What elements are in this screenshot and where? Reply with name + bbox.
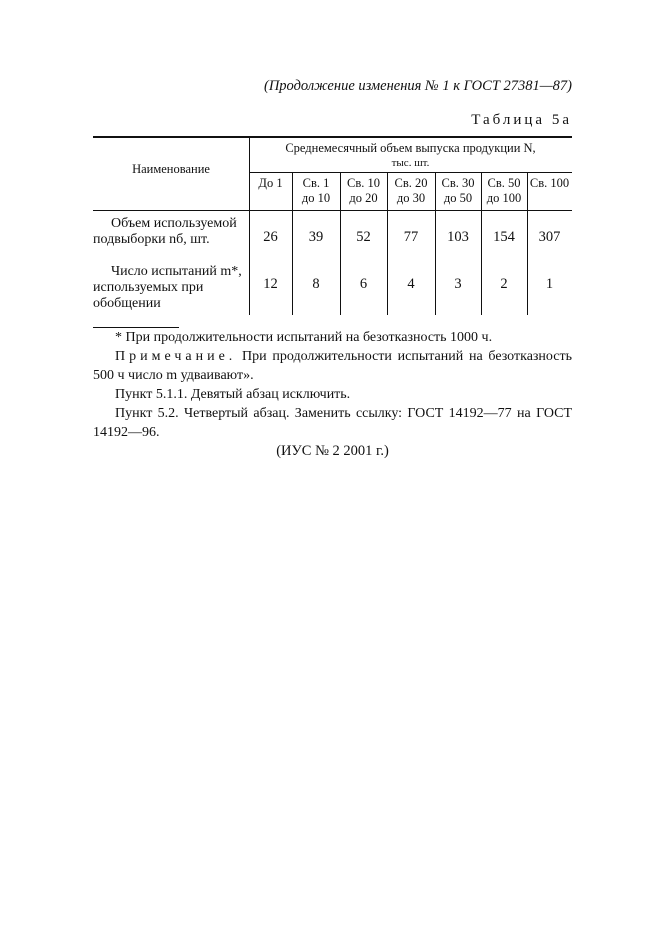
column-header: Св. 30 xyxy=(441,176,475,190)
note-label: Примечание. xyxy=(115,349,237,364)
header-group-line2: тыс. шт. xyxy=(391,157,430,169)
table-cell: 6 xyxy=(359,276,368,292)
header-name: Наименование xyxy=(132,162,210,176)
source-reference: (ИУС № 2 2001 г.) xyxy=(276,443,389,459)
paragraph-5-1-1: Пункт 5.1.1. Девятый абзац исключить. xyxy=(115,387,351,402)
table-cell: 1 xyxy=(545,276,554,292)
column-header: Св. 1 xyxy=(302,176,330,190)
column-header: до 20 xyxy=(349,191,378,205)
table-cell: 3 xyxy=(454,276,462,292)
table-cell: 307 xyxy=(538,229,561,245)
table-cell: 103 xyxy=(447,229,469,245)
table-title: Таблица 5а xyxy=(471,112,572,128)
table-cell: 8 xyxy=(312,276,320,292)
table-cell: 154 xyxy=(493,229,515,245)
table-cell: 4 xyxy=(407,276,415,292)
continuation-header: (Продолжение изменения № 1 к ГОСТ 27381—87) xyxy=(263,78,572,94)
table-top-rule xyxy=(93,136,572,138)
row-name-test-count: Число испытаний m*, используемых при обобщении xyxy=(93,264,242,311)
row-name-sample-size: Объем используемой подвыборки nб, шт. xyxy=(93,216,237,247)
header-divider xyxy=(249,172,572,173)
table-cell: 52 xyxy=(356,229,371,245)
column-header: Св. 10 xyxy=(347,176,380,190)
column-header: до 100 xyxy=(486,191,522,205)
column-header: Св. 50 xyxy=(487,176,521,190)
table-cell: 77 xyxy=(403,229,419,245)
column-header: до 10 xyxy=(301,191,331,205)
table-cell: 12 xyxy=(263,276,278,292)
paragraph-5-2: Пункт 5.2. Четвертый абзац. Заменить ссылку: ГОСТ 14192—77 на ГОСТ 14192—96. xyxy=(93,406,572,440)
table-cell: 26 xyxy=(263,229,278,245)
note-text: При продолжительности испытаний на безотказность 500 ч число m удваивают». xyxy=(93,349,572,383)
table-cell: 39 xyxy=(308,229,324,245)
column-header: До 1 xyxy=(258,176,283,190)
note xyxy=(93,347,572,385)
column-header: Св. 20 xyxy=(394,176,428,190)
footnote: * При продолжительности испытаний на безотказность 1000 ч. xyxy=(115,330,493,345)
header-bottom-rule xyxy=(93,210,572,211)
column-header: до 50 xyxy=(443,191,473,205)
header-group-line1: Среднемесячный объем выпуска продукции N, xyxy=(285,141,536,155)
table-cell: 2 xyxy=(500,276,508,292)
column-header: до 30 xyxy=(396,191,426,205)
column-header: Св. 100 xyxy=(529,176,570,190)
